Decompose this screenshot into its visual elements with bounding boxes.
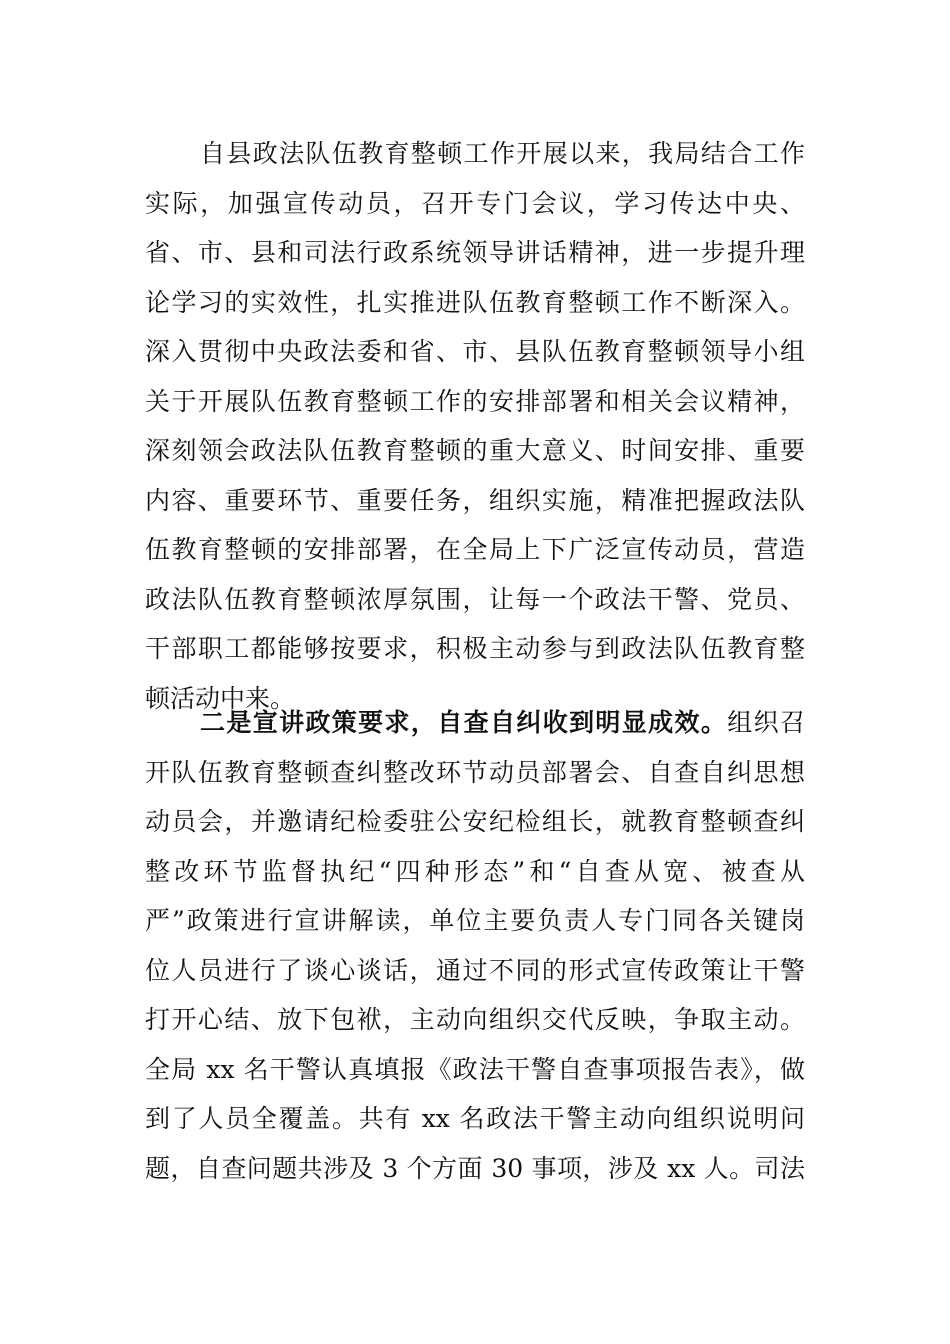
text-line: 论学习的实效性，扎实推进队伍教育整顿工作不断深入。: [145, 287, 805, 317]
text-line: 省、市、县和司法行政系统领导讲话精神，进一步提升理: [145, 238, 805, 267]
text-line: 自县政法队伍教育整顿工作开展以来，我局结合工作: [200, 139, 805, 168]
text-line: 深刻领会政法队伍教育整顿的重大意义、时间安排、重要: [145, 436, 805, 465]
text-line: 打开心结、放下包袱，主动向组织交代反映，争取主动。: [145, 1005, 805, 1034]
text-line: 开队伍教育整顿查纠整改环节动员部署会、自查自纠思想: [145, 757, 805, 787]
paragraph-2: [145, 698, 805, 1193]
text-line: 深入贯彻中央政法委和省、市、县队伍教育整顿领导小组: [145, 337, 805, 366]
text-line-first: [145, 698, 805, 748]
paragraph-1: [145, 129, 805, 723]
text-line: 干部职工都能够按要求，积极主动参与到政法队伍教育整: [145, 634, 805, 663]
text-line: 实际，加强宣传动员，召开专门会议，学习传达中央、: [145, 188, 805, 218]
text-line: 内容、重要环节、重要任务，组织实施，精准把握政法队: [145, 485, 805, 515]
text-line: 严”政策进行宣讲解读，单位主要负责人专门同各关键岗: [145, 906, 805, 935]
heading-line-rest: 组织召: [727, 708, 805, 737]
text-line: 伍教育整顿的安排部署，在全局上下广泛宣传动员，营造: [145, 535, 805, 564]
text-line: 顿活动中来。: [145, 683, 296, 713]
text-line: 到了人员全覆盖。共有 xx 名政法干警主动向组织说明问: [145, 1104, 805, 1133]
text-line: 动员会，并邀请纪检委驻公安纪检组长，就教育整顿查纠: [145, 807, 805, 836]
section-heading: 二是宣讲政策要求，自查自纠收到明显成效。: [200, 708, 728, 737]
text-line: 整改环节监督执纪“四种形态”和“自查从宽、被查从: [145, 856, 805, 886]
text-line: 题，自查问题共涉及 3 个方面 30 事项，涉及 xx 人。司法: [145, 1153, 805, 1183]
text-line: 位人员进行了谈心谈话，通过不同的形式宣传政策让干警: [145, 955, 805, 985]
text-line: 政法队伍教育整顿浓厚氛围，让每一个政法干警、党员、: [145, 584, 805, 614]
text-line: 全局 xx 名干警认真填报《政法干警自查事项报告表》，做: [145, 1054, 805, 1084]
text-line: 关于开展队伍教育整顿工作的安排部署和相关会议精神，: [145, 386, 805, 416]
